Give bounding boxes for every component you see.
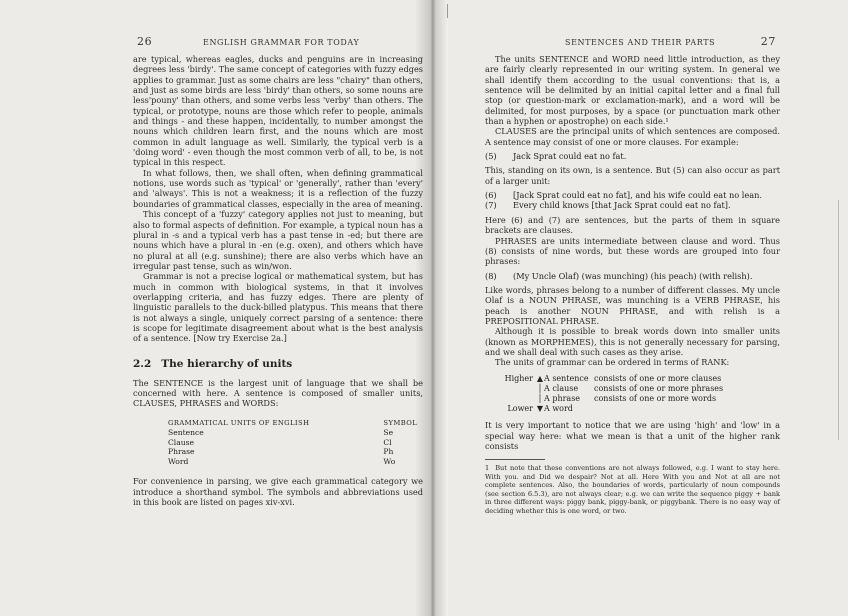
- example-number: (7): [485, 200, 497, 211]
- table-row: [168, 457, 417, 467]
- paragraph: Here (6) and (7) are sentences, but the parts of them in square brackets are clauses.: [485, 214, 780, 236]
- scan-mark: [447, 4, 448, 18]
- footnote: [485, 464, 780, 514]
- example-text: [Jack Sprat could eat no fat], and his wife could eat no lean.: [513, 190, 763, 201]
- table-cell-symbol: Cl: [383, 437, 392, 447]
- paragraph: For convenience in parsing, we give each grammatical category we introduce a shorthand symbol. The symbols and abbreviations used in this book are listed on pages xiv-xvi.: [133, 476, 423, 507]
- paragraph: Grammar is not a precise logical or mathematical system, but has much in common with biological systems, in that it involves overlapping criteria, and has fuzzy edges. There are plenty of linguistic parallels to the duck-billed platypus. This means that there is not always a single, uniquely correct parsing of a sentence: there is scope for legitimate disagreement about what is the best analysis of a sentence. [Now try Exercise 2a.]: [133, 271, 423, 344]
- paragraph: Although it is possible to break words down into smaller units (known as MORPHEMES), this is not generally necessary for parsing, and we shall deal with such cases as they arise.: [485, 326, 780, 357]
- rank-row: [497, 404, 780, 414]
- example-5: [485, 151, 780, 161]
- rank-unit: A clause: [544, 383, 579, 393]
- rank-unit: A word: [544, 404, 573, 414]
- table-cell-symbol: Ph: [383, 447, 394, 457]
- example-8: [485, 271, 780, 281]
- paragraph: This concept of a 'fuzzy' category applies not just to meaning, but also to formal aspects of definition. For example, a typical noun has a plural in -s and a typical verb has a past tense in -ed; but there are nouns which have a plural in -en (e.g. oxen), and others which have no plural at all (e.g. sunshine); there are also verbs which have an irregular past tense, such as win/won.: [133, 209, 423, 271]
- paragraph: This, standing on its own, is a sentence. But (5) can also occur as part of a larger unit:: [485, 165, 780, 186]
- footnote-text: But note that these conventions are not always followed, e.g. I want to stay here. With you. and Did we despair? Not at all. Here With you and Not at all are not complete sentences. Also, the boundaries of words, particularly of noun compounds (see section 6.5.3), are not always clear; e.g. we can write the sequence piggy + bank in three different ways: piggy bank, piggy-bank, or piggybank. There is no easy way of deciding whether this is one word, or two.: [485, 464, 780, 515]
- table-cell-unit: Clause: [168, 437, 195, 447]
- paragraph: PHRASES are units intermediate between clause and word. Thus (8) consists of nine words, but these words are grouped into four phrases:: [485, 235, 780, 267]
- table-cell-symbol: Wo: [383, 456, 396, 466]
- paragraph: Like words, phrases belong to a number of different classes. My uncle Olaf is a NOUN PHRASE, was munching is a VERB PHRASE, his peach is another NOUN PHRASE, and with relish is a PREPOSITIONAL PHRASE.: [485, 284, 780, 326]
- paragraph: The SENTENCE is the largest unit of language that we shall be concerned with here. A sentence is composed of smaller units, CLAUSES, PHRASES and WORDS:: [133, 377, 423, 409]
- right-running-head: [485, 35, 780, 54]
- footnote-marker: 1: [485, 464, 490, 473]
- rank-row: [497, 374, 780, 384]
- section-number: 2.2: [133, 357, 152, 370]
- left-running-title: ENGLISH GRAMMAR FOR TODAY: [203, 38, 360, 47]
- paragraph: are typical, whereas eagles, ducks and penguins are in increasing degrees less 'birdy'. The same concept of categories with fuzzy edges applies to grammar. Just as some chairs are less "chairy" than others, and just as some birds are less 'birdy' than others, so some nouns are less'pouny' than others, and some verbs less 'verby' than others. The typical, or prototype, nouns are those which refer to people, animals and things - and these happen, incidentally, to number amongst the nouns which children learn first, and the nouns which are most common in adult language as well. Similarly, the typical verb is a 'doing word' - even though the most common verb of all, to be, is not typical in this respect.: [133, 54, 423, 168]
- rank-row: │ A clause consists of one or more phrases: [537, 383, 724, 393]
- example-6: [485, 190, 780, 200]
- right-running-title: SENTENCES AND THEIR PARTS: [565, 38, 716, 47]
- table-cell-symbol: Se: [383, 428, 394, 438]
- up-arrow-icon: ▲: [536, 373, 544, 383]
- example-number: (5): [485, 151, 497, 162]
- down-arrow-icon: ▼: [536, 404, 544, 414]
- left-page: [133, 35, 423, 507]
- paragraph: The units SENTENCE and WORD need little introduction, as they are fairly clearly represented in our writing system. In general we shall identify them according to the usual conventions: that is, a sentence will be delimited by an initial capital letter and a final full stop (or question-mark or exclamation-mark), and a word will be delimited, for most purposes, by a space (or punctuation mark other than a hyphen or apostrophe) on each side.¹: [485, 54, 780, 127]
- rank-scale: [497, 374, 780, 415]
- paragraph: The units of grammar can be ordered in terms of RANK:: [495, 357, 730, 368]
- left-running-head: [133, 35, 423, 54]
- rank-desc: consists of one or more words: [594, 394, 717, 404]
- rank-unit: A sentence: [544, 373, 589, 383]
- table-header-symbol: SYMBOL: [383, 418, 418, 427]
- table-cell-unit: Phrase: [168, 447, 195, 457]
- paragraph: In what follows, then, we shall often, when defining grammatical notions, use words such as 'typical' or 'generally', rather than 'every' and 'always'. This is not a weakness; it is a reflection of the fuzzy boundaries of grammatical classes, especially in the area of meaning.: [133, 167, 423, 209]
- table-row: [168, 447, 417, 457]
- table-cell-unit: Sentence: [168, 428, 204, 438]
- section-title: The hierarchy of units: [161, 357, 293, 370]
- table-row: [168, 438, 417, 448]
- example-number: (6): [485, 190, 497, 201]
- rank-desc: consists of one or more clauses: [594, 373, 722, 383]
- right-page: [485, 35, 780, 515]
- table-cell-unit: Word: [168, 456, 189, 466]
- paragraph: CLAUSES are the principal units of which sentences are composed. A sentence may consist of one or more clauses. For example:: [485, 126, 780, 147]
- example-text: (My Uncle Olaf) (was munching) (his peach) (with relish).: [513, 270, 753, 281]
- rank-unit: A phrase: [544, 394, 581, 404]
- table-row: [168, 428, 417, 438]
- table-header-unit: GRAMMATICAL UNITS OF ENGLISH: [168, 418, 310, 427]
- scan-edge-mark: [838, 200, 839, 440]
- rank-desc: consists of one or more phrases: [594, 383, 724, 393]
- example-text: Jack Sprat could eat no fat.: [513, 151, 627, 162]
- rank-higher-label: Higher: [504, 373, 533, 383]
- paragraph: It is very important to notice that we are using 'high' and 'low' in a special way here: what we mean is that a unit of the higher rank consists: [485, 420, 780, 452]
- example-number: (8): [485, 270, 497, 281]
- example-7: [485, 200, 780, 210]
- grammatical-units-table: [168, 419, 417, 467]
- footnote-rule: [485, 459, 545, 460]
- rank-row: │ A phrase consists of one or more words: [537, 394, 717, 404]
- section-heading: [133, 358, 423, 370]
- right-page-number: 27: [760, 35, 776, 48]
- table-header: [168, 419, 417, 429]
- example-text: Every child knows [that Jack Sprat could eat no fat].: [513, 200, 731, 211]
- rank-lower-label: Lower: [507, 404, 533, 414]
- left-page-number: 26: [137, 35, 153, 48]
